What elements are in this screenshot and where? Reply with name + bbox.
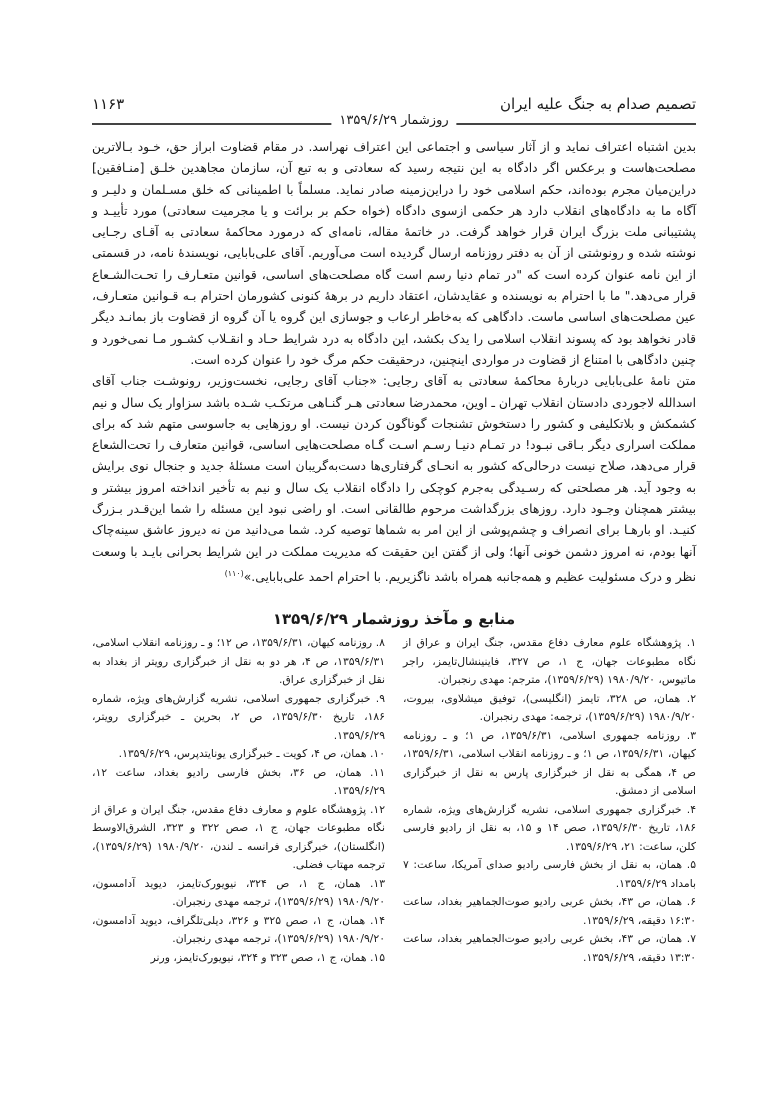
references-right-column — [403, 634, 696, 967]
paragraph-letter — [92, 371, 696, 588]
reference-item: ۱۱. همان، ص ۳۶، بخش فارسی رادیو بغداد، ساعت ۱۲، ۱۳۵۹/۶/۲۹. — [92, 765, 385, 798]
document-page — [92, 95, 696, 967]
reference-item: ۱۰. همان، ص ۴، کویت ـ خبرگزاری یونایتدپرس، ۱۳۵۹/۶/۲۹. — [118, 747, 385, 761]
chronicle-date: روزشمار ۱۳۵۹/۶/۲۹ — [331, 113, 456, 128]
page-number: ۱۱۶۳ — [92, 95, 125, 113]
letter-text: متن نامهٔ علی‌بابایی دربارهٔ محاکمهٔ سعادتی به آقای رجایی: «جناب آقای رجایی، نخست‌وزیر، رونوشـت جناب آقای اسدالله لاجوردی دادستان انقلاب تهران ـ اوین، محمدرضا سعادتی هـر گنـاهی مرتکـب شـده باشد سزاوار یک سال و نیم کشمکش و بلاتکلیفی و کشور را دستخوش تشنجات گوناگون کردن نیست. او روزهایی به جاسوسی متهم شد که برای مملکت اسراری دیگر بـاقی نبـود! در تمـام دنیـا رسـم اسـت گـاه مصلحت‌هایی اساسی، قوانین متعارف را تحت‌الشعاع قرار می‌دهد، صلاح نیست درحالی‌که کشور به انحـای گرفتاری‌ها دست‌به‌گریبان است مسئلهٔ جدید و جنجال نوی برایش به وجود آید. هر مصلحتی که رسـیدگی به‌جرم کوچکی را دادگاه انقلاب یک سال و نیم به تأخیر انداخته امروز بیشتر و بیشتر همچنان وجـود دارد. روزهای بزرگداشت مرحوم طالقانی است. او راضی نبود این مسئله را شما این‌قـدر بـزرگ کنیـد. او بارهـا برای انصراف و چشم‌پوشی از این امر به شماها توصیه کرد. شما می‌دانید من نه دیروز عاشق سینه‌چاک آنها بودم، نه امروز دشمن خونی آنها؛ ولی از گفتن این حقیقت که مدیریت مملکت در این شرایط بحرانی بایـد با وسعت نظر و درک مسئولیت عظیم و همه‌جانبه همراه باشد ناگزیریم. با احترام احمد علی‌بابایی.» — [92, 374, 696, 585]
reference-item: ۸. روزنامه کیهان، ۱۳۵۹/۶/۳۱، ص ۱۲؛ و ـ روزنامه انقلاب اسلامی، ۱۳۵۹/۶/۳۱، ص ۴، هر دو به نقل از خبرگزاری رویتر از بغداد به نقل از خبرگزاری عراق. — [92, 636, 386, 687]
running-header — [92, 95, 696, 128]
reference-item: ۷. همان، ص ۴۳، بخش عربی رادیو صوت‌الجماهیر بغداد، ساعت ۱۳:۳۰ دقیقه، ۱۳۵۹/۶/۲۹. — [403, 932, 696, 964]
reference-item: ۲. همان، ص ۳۲۸، تایمز (انگلیسی)، توفیق میشلاوی، بیروت، ۱۹۸۰/۹/۲۰ (۱۳۵۹/۶/۲۹)، ترجمه: مهدی رنجبران. — [403, 691, 697, 724]
paragraph: بدین اشتباه اعتراف نماید و از آثار سیاسی و اجتماعی این اعتراف نهراسد. در مقام قضاوت ابراز حق، خـود بـالاترین مصلحت‌هاست و برعکس اگر دادگاه به این نتیجه رسید که سعادتی و به تبع آن، سازمان مجاهدین خلـق [منـافقین] دراین‌میان مجرم بوده‌اند، حکم اسلامی خود را دراین‌زمینه صادر نماید. مسلماً با اطمینانی که خلق مسـلمان و دلیـر و آگاه ما به دادگاه‌های انقلاب دارد هر حکمی ازسوی دادگاه (خواه حکم بر برائت و یا مجرمیت سعادتی) مورد تأییـد و پشتیبانی ملت بزرگ ایران قرار خواهد گرفت. در خاتمهٔ مقاله، نامه‌ای که درمورد محاکمهٔ سعادتی به آقـای رجـایی نوشته شده و رونوشتی از آن به دفتر روزنامه ارسال گردیده است می‌آوریم. آقای علی‌بابایی، نویسندهٔ نامه، در قسمتی از این نامه عنوان کرده است که "در تمام دنیا رسم است گاه مصلحت‌های اساسی، قوانین متعـارف را تحـت‌الشـعاع قرار می‌دهد." ما با احترام به نویسنده و عقایدشان، اعتقاد داریم در برههٔ کنونی کشورمان احترام بـه قـوانین متعـارف، عین مصلحت‌های اساسی ماست. دادگاهی که به‌خاطر ارعاب و جوسازی این گروه یا آن گروه از قضاوت باز بمانـد دیگر قادر نخواهد بود که پسوند انقلاب اسلامی را یدک بکشد، این دادگاه به درد شرایط حـاد و انقـلاب کشـور مـا نمی‌خورد و چنین دادگاهی با امتناع از قضاوت در مواردی اینچنین، درحقیقت حکم مرگ خود را عنوان کرده است. — [92, 140, 696, 367]
references-title: منابع و مآخذ روزشمار ۱۳۵۹/۶/۲۹ — [272, 610, 516, 629]
reference-item: ۱۲. پژوهشگاه علوم و معارف دفاع مقدس، جنگ ایران و عراق از نگاه مطبوعات جهان، ج ۱، صص ۳۲۲ و ۳۲۳، الشرق‌الاوسط (انگلستان)، خبرگزاری فرانسه ـ لندن، ۱۹۸۰/۹/۲۰ (۱۳۵۹/۶/۲۹)، ترجمه مهتاب فضلی. — [92, 802, 386, 872]
reference-item: ۵. همان، به نقل از بخش فارسی رادیو صدای آمریکا، ساعت: ۷ بامداد ۱۳۵۹/۶/۲۹. — [403, 858, 696, 890]
references-left-column — [92, 634, 385, 967]
reference-item: ۶. همان، ص ۴۳، بخش عربی رادیو صوت‌الجماهیر بغداد، ساعت ۱۶:۳۰ دقیقه، ۱۳۵۹/۶/۲۹. — [403, 895, 696, 927]
reference-item: ۱۴. همان، ج ۱، صص ۳۲۵ و ۳۲۶، دیلی‌تلگراف، دیوید آدامسون، ۱۹۸۰/۹/۲۰ (۱۳۵۹/۶/۲۹)، ترجمه مهدی رنجبران. — [92, 913, 385, 946]
footnote-marker: (۱۱۰) — [224, 568, 244, 578]
references — [92, 634, 696, 967]
book-title: تصمیم صدام به جنگ علیه ایران — [500, 95, 696, 113]
reference-item: ۴. خبرگزاری جمهوری اسلامی، نشریه گزارش‌های ویژه، شماره ۱۸۶، تاریخ ۱۳۵۹/۶/۳۰، صص ۱۴ و ۱۵، به نقل از رادیو فارسی کلن، ساعت: ۲۱، ۱۳۵۹/۶/۲۹. — [403, 802, 696, 853]
reference-item: ۹. خبرگزاری جمهوری اسلامی، نشریه گزارش‌های ویژه، شماره ۱۸۶، تاریخ ۱۳۵۹/۶/۳۰، ص ۲، بحرین ـ خبرگزاری رویتر، ۱۳۵۹/۶/۲۹. — [92, 691, 385, 742]
reference-item: ۱۳. همان، ج ۱، ص ۳۲۴، نیویورک‌تایمز، دیوید آدامسون، ۱۹۸۰/۹/۲۰ (۱۳۵۹/۶/۲۹)، ترجمه مهدی رنجبران. — [92, 876, 385, 909]
main-text — [92, 137, 696, 588]
reference-item: ۳. روزنامه جمهوری اسلامی، ۱۳۵۹/۶/۳۱، ص ۱؛ و ـ روزنامه کیهان، ۱۳۵۹/۶/۳۱، ص ۱؛ و ـ روزنامه انقلاب اسلامی، ۱۳۵۹/۶/۳۱، ص ۴، همگی به نقل از خبرگزاری پارس به نقل از خبرگزاری اسلامی از دمشق. — [403, 728, 697, 798]
reference-item: ۱۵. همان، ج ۱، صص ۳۲۳ و ۳۲۴، نیویورک‌تایمز، ورنر — [150, 950, 385, 964]
reference-item: ۱. پژوهشگاه علوم معارف دفاع مقدس، جنگ ایران و عراق از نگاه مطبوعات جهان، ج ۱، ص ۳۲۷، فاینینشال‌تایمز، راجر ماتیوس، ۱۹۸۰/۹/۲۰ (۱۳۵۹/۶/۲۹)، مترجم: مهدی رنجبران. — [403, 636, 696, 687]
